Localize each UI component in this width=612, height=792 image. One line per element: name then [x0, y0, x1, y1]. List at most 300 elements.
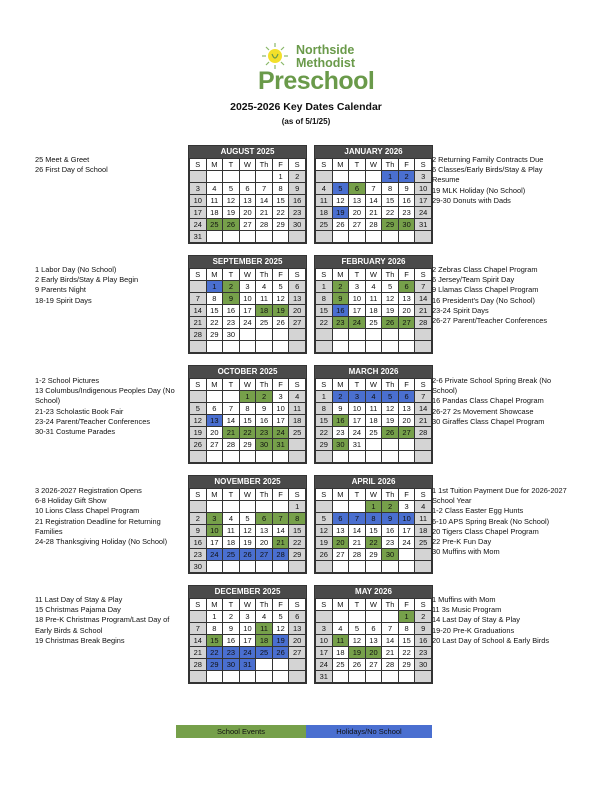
- week-row: [316, 281, 432, 293]
- day-of-week-header: F: [272, 599, 289, 611]
- day-of-week-header: W: [239, 379, 256, 391]
- day-of-week-header: F: [272, 269, 289, 281]
- day-cell: 27: [289, 647, 306, 659]
- day-cell: 24: [349, 427, 366, 439]
- day-cell: 3: [272, 391, 289, 403]
- day-cell: 20: [398, 305, 415, 317]
- day-cell: 29: [365, 549, 382, 561]
- week-row: [190, 231, 306, 243]
- day-cell: 12: [272, 623, 289, 635]
- empty-cell: [398, 341, 415, 353]
- month-calendar: [188, 585, 307, 684]
- day-cell: 3: [349, 281, 366, 293]
- day-of-week-header: Th: [382, 379, 399, 391]
- day-cell: 1: [206, 611, 223, 623]
- day-cell: 7: [349, 513, 366, 525]
- empty-cell: [206, 451, 223, 463]
- week-row: [190, 207, 306, 219]
- empty-cell: [316, 171, 333, 183]
- day-cell: 8: [289, 513, 306, 525]
- day-of-week-header: T: [223, 489, 240, 501]
- day-cell: 19: [382, 415, 399, 427]
- day-cell: 24: [349, 317, 366, 329]
- week-row: [316, 391, 432, 403]
- day-cell: 11: [223, 525, 240, 537]
- day-cell: 5: [190, 403, 207, 415]
- day-of-week-header: S: [289, 379, 306, 391]
- day-cell: 26: [272, 317, 289, 329]
- month-calendar: [188, 255, 307, 354]
- empty-cell: [190, 391, 207, 403]
- legend-holidays: Holidays/No School: [306, 725, 432, 738]
- event-item: 19 Christmas Break Begins: [35, 635, 125, 645]
- day-cell: 2: [398, 171, 415, 183]
- day-cell: 13: [332, 525, 349, 537]
- day-of-week-header: S: [415, 379, 432, 391]
- day-cell: 30: [256, 439, 273, 451]
- day-cell: 19: [190, 427, 207, 439]
- empty-cell: [239, 171, 256, 183]
- empty-cell: [239, 561, 256, 573]
- week-row: [316, 207, 432, 219]
- week-row: [190, 439, 306, 451]
- logo-line-3: Preschool: [258, 67, 375, 95]
- week-row: [190, 611, 306, 623]
- day-cell: 7: [256, 183, 273, 195]
- day-cell: 22: [398, 647, 415, 659]
- empty-cell: [289, 561, 306, 573]
- day-cell: 18: [365, 305, 382, 317]
- day-cell: 29: [206, 659, 223, 671]
- empty-cell: [206, 171, 223, 183]
- event-item: 21-23 Scholastic Book Fair: [35, 406, 124, 416]
- day-cell: 11: [256, 293, 273, 305]
- empty-cell: [365, 341, 382, 353]
- day-cell: 30: [223, 329, 240, 341]
- day-cell: 18: [316, 207, 333, 219]
- day-cell: 25: [415, 537, 432, 549]
- empty-cell: [272, 561, 289, 573]
- day-of-week-header: S: [190, 269, 207, 281]
- day-cell: 18: [365, 415, 382, 427]
- day-cell: 18: [289, 415, 306, 427]
- day-cell: 21: [415, 415, 432, 427]
- empty-cell: [272, 231, 289, 243]
- empty-cell: [365, 451, 382, 463]
- day-cell: 7: [415, 281, 432, 293]
- month-calendar: [314, 365, 433, 464]
- day-cell: 28: [365, 219, 382, 231]
- day-cell: 16: [289, 195, 306, 207]
- event-item: 2 Returning Family Contracts Due: [432, 155, 544, 164]
- day-of-week-header: M: [206, 489, 223, 501]
- day-cell: 1: [382, 171, 399, 183]
- logo-line-2: Methodist: [296, 56, 356, 70]
- empty-cell: [239, 329, 256, 341]
- day-cell: 12: [223, 195, 240, 207]
- page-subtitle: (as of 5/1/25): [281, 117, 331, 126]
- day-cell: 10: [349, 403, 366, 415]
- day-cell: 1: [316, 391, 333, 403]
- day-cell: 16: [223, 305, 240, 317]
- empty-cell: [272, 329, 289, 341]
- event-item: 18 Pre-K Christmas Program/Last Day of Early Birds & School: [35, 615, 170, 635]
- day-of-week-header: M: [332, 489, 349, 501]
- event-item: 16 President’s Day (No School): [432, 295, 535, 305]
- empty-cell: [349, 329, 366, 341]
- day-cell: 2: [190, 513, 207, 525]
- day-cell: 24: [272, 427, 289, 439]
- week-row: [316, 659, 432, 671]
- events-list-left: [35, 265, 185, 306]
- day-cell: 29: [382, 219, 399, 231]
- empty-cell: [415, 341, 432, 353]
- day-of-week-header: M: [206, 379, 223, 391]
- day-cell: 14: [415, 293, 432, 305]
- month-calendar: [188, 145, 307, 244]
- day-cell: 15: [206, 305, 223, 317]
- empty-cell: [256, 501, 273, 513]
- event-item: 25 Meet & Greet: [35, 155, 90, 164]
- empty-cell: [239, 231, 256, 243]
- day-cell: 13: [206, 415, 223, 427]
- day-cell: 30: [398, 219, 415, 231]
- day-cell: 16: [415, 635, 432, 647]
- day-cell: 28: [190, 329, 207, 341]
- day-cell: 26: [349, 659, 366, 671]
- day-cell: 30: [415, 659, 432, 671]
- day-cell: 20: [256, 537, 273, 549]
- day-cell: 6: [256, 513, 273, 525]
- day-cell: 27: [289, 317, 306, 329]
- events-list-right: [432, 486, 567, 557]
- day-cell: 23: [256, 427, 273, 439]
- day-cell: 17: [206, 537, 223, 549]
- day-cell: 17: [316, 647, 333, 659]
- day-cell: 4: [206, 183, 223, 195]
- day-cell: 6: [365, 623, 382, 635]
- day-of-week-header: F: [272, 159, 289, 171]
- day-cell: 17: [398, 525, 415, 537]
- empty-cell: [365, 329, 382, 341]
- week-row: [316, 305, 432, 317]
- day-cell: 27: [206, 439, 223, 451]
- day-cell: 20: [332, 537, 349, 549]
- day-of-week-header: M: [332, 379, 349, 391]
- month-header: AUGUST 2025: [189, 146, 306, 158]
- day-of-week-header: S: [190, 379, 207, 391]
- day-cell: 18: [223, 537, 240, 549]
- day-cell: 22: [239, 427, 256, 439]
- event-item: 16 Pandas Class Chapel Program: [432, 396, 544, 406]
- day-cell: 5: [272, 611, 289, 623]
- day-cell: 31: [349, 439, 366, 451]
- day-of-week-header: S: [415, 159, 432, 171]
- events-list-left: [35, 486, 185, 547]
- day-cell: 4: [415, 501, 432, 513]
- week-row: [190, 415, 306, 427]
- event-item: 23-24 Spirit Days: [432, 305, 489, 315]
- day-cell: 29: [272, 219, 289, 231]
- event-item: 2 Early Birds/Stay & Play Begin: [35, 275, 139, 285]
- empty-cell: [272, 501, 289, 513]
- day-cell: 25: [316, 219, 333, 231]
- day-of-week-header: W: [365, 159, 382, 171]
- day-cell: 9: [223, 293, 240, 305]
- day-cell: 19: [349, 647, 366, 659]
- day-cell: 3: [190, 183, 207, 195]
- day-cell: 2: [332, 391, 349, 403]
- day-cell: 11: [206, 195, 223, 207]
- day-cell: 11: [365, 293, 382, 305]
- day-cell: 6: [349, 183, 366, 195]
- day-cell: 16: [382, 525, 399, 537]
- empty-cell: [239, 501, 256, 513]
- events-list-right: [432, 155, 567, 206]
- day-of-week-header: W: [365, 379, 382, 391]
- day-cell: 3: [239, 281, 256, 293]
- week-row: [316, 647, 432, 659]
- empty-cell: [190, 501, 207, 513]
- day-cell: 8: [398, 623, 415, 635]
- week-row: [316, 611, 432, 623]
- day-cell: 27: [398, 317, 415, 329]
- day-cell: 22: [289, 537, 306, 549]
- day-cell: 24: [190, 219, 207, 231]
- day-of-week-header: Th: [382, 159, 399, 171]
- day-cell: 30: [332, 439, 349, 451]
- day-cell: 5: [332, 183, 349, 195]
- day-cell: 16: [332, 305, 349, 317]
- day-of-week-header: S: [289, 489, 306, 501]
- day-cell: 17: [239, 635, 256, 647]
- day-cell: 9: [190, 525, 207, 537]
- empty-cell: [415, 439, 432, 451]
- day-of-week-header: S: [316, 269, 333, 281]
- month-header: MAY 2026: [315, 586, 432, 598]
- week-row: [190, 391, 306, 403]
- day-cell: 14: [415, 403, 432, 415]
- week-row: [190, 171, 306, 183]
- empty-cell: [256, 451, 273, 463]
- day-of-week-header: S: [289, 159, 306, 171]
- day-cell: 2: [289, 171, 306, 183]
- day-of-week-header: W: [239, 489, 256, 501]
- day-cell: 13: [289, 293, 306, 305]
- month-calendar: [314, 475, 433, 574]
- day-of-week-header: S: [289, 269, 306, 281]
- day-cell: 28: [415, 317, 432, 329]
- empty-cell: [365, 439, 382, 451]
- day-cell: 25: [223, 549, 240, 561]
- events-list-left: [35, 376, 185, 437]
- day-cell: 21: [349, 537, 366, 549]
- event-item: 26-27 2s Movement Showcase: [432, 406, 534, 416]
- day-cell: 12: [190, 415, 207, 427]
- day-cell: 20: [365, 647, 382, 659]
- day-cell: 17: [190, 207, 207, 219]
- month-header: OCTOBER 2025: [189, 366, 306, 378]
- day-cell: 15: [272, 195, 289, 207]
- day-cell: 3: [206, 513, 223, 525]
- legend-school-events: School Events: [176, 725, 306, 738]
- day-cell: 21: [190, 317, 207, 329]
- day-of-week-header: F: [398, 599, 415, 611]
- event-item: 1 1st Tuition Payment Due for 2026-2027 School Year: [432, 486, 567, 506]
- day-cell: 30: [382, 549, 399, 561]
- day-cell: 17: [272, 415, 289, 427]
- day-cell: 10: [190, 195, 207, 207]
- empty-cell: [415, 671, 432, 683]
- day-of-week-header: M: [332, 159, 349, 171]
- day-cell: 2: [256, 391, 273, 403]
- day-cell: 16: [190, 537, 207, 549]
- week-row: [190, 305, 306, 317]
- month-calendar: [188, 365, 307, 464]
- day-cell: 10: [206, 525, 223, 537]
- day-cell: 9: [223, 623, 240, 635]
- empty-cell: [239, 341, 256, 353]
- day-cell: 15: [316, 415, 333, 427]
- empty-cell: [190, 341, 207, 353]
- day-of-week-header: W: [365, 269, 382, 281]
- empty-cell: [223, 341, 240, 353]
- empty-cell: [256, 231, 273, 243]
- day-cell: 20: [206, 427, 223, 439]
- day-cell: 19: [223, 207, 240, 219]
- day-of-week-header: T: [349, 159, 366, 171]
- day-cell: 16: [256, 415, 273, 427]
- empty-cell: [382, 439, 399, 451]
- day-cell: 15: [316, 305, 333, 317]
- day-cell: 14: [349, 525, 366, 537]
- day-cell: 6: [398, 391, 415, 403]
- event-item: 30 Giraffes Class Chapel Program: [432, 416, 545, 426]
- day-cell: 20: [398, 415, 415, 427]
- empty-cell: [398, 549, 415, 561]
- month-header: DECEMBER 2025: [189, 586, 306, 598]
- day-cell: 20: [289, 635, 306, 647]
- day-cell: 25: [289, 427, 306, 439]
- empty-cell: [190, 281, 207, 293]
- event-item: 26 First Day of School: [35, 165, 108, 175]
- day-cell: 31: [239, 659, 256, 671]
- day-cell: 5: [349, 623, 366, 635]
- event-item: 11 Last Day of Stay & Play: [35, 595, 123, 604]
- day-cell: 19: [239, 537, 256, 549]
- empty-cell: [349, 231, 366, 243]
- day-cell: 19: [316, 537, 333, 549]
- week-row: [316, 415, 432, 427]
- week-row: [316, 501, 432, 513]
- empty-cell: [316, 451, 333, 463]
- empty-cell: [382, 329, 399, 341]
- week-row: [190, 647, 306, 659]
- event-item: 6-8 Holiday Gift Show: [35, 496, 107, 506]
- day-cell: 6: [289, 611, 306, 623]
- week-row: [316, 183, 432, 195]
- week-row: [316, 451, 432, 463]
- empty-cell: [256, 171, 273, 183]
- day-cell: 7: [190, 623, 207, 635]
- day-cell: 18: [332, 647, 349, 659]
- empty-cell: [239, 451, 256, 463]
- day-cell: 4: [365, 391, 382, 403]
- week-row: [316, 403, 432, 415]
- day-cell: 14: [190, 305, 207, 317]
- day-cell: 29: [398, 659, 415, 671]
- day-cell: 24: [239, 317, 256, 329]
- day-cell: 8: [206, 293, 223, 305]
- day-cell: 13: [289, 623, 306, 635]
- day-cell: 12: [382, 293, 399, 305]
- day-cell: 15: [239, 415, 256, 427]
- day-cell: 26: [382, 427, 399, 439]
- week-row: [316, 671, 432, 683]
- empty-cell: [349, 611, 366, 623]
- day-cell: 5: [382, 391, 399, 403]
- empty-cell: [272, 659, 289, 671]
- day-cell: 22: [316, 317, 333, 329]
- day-cell: 3: [398, 501, 415, 513]
- empty-cell: [316, 329, 333, 341]
- event-item: 10 Lions Class Chapel Program: [35, 506, 140, 516]
- day-cell: 2: [415, 611, 432, 623]
- month-header: SEPTEMBER 2025: [189, 256, 306, 268]
- day-of-week-header: Th: [256, 379, 273, 391]
- event-item: 30-31 Costume Parades: [35, 427, 116, 437]
- day-cell: 16: [332, 415, 349, 427]
- empty-cell: [239, 671, 256, 683]
- day-cell: 22: [316, 427, 333, 439]
- empty-cell: [206, 231, 223, 243]
- day-cell: 26: [190, 439, 207, 451]
- day-cell: 31: [272, 439, 289, 451]
- empty-cell: [365, 561, 382, 573]
- empty-cell: [206, 561, 223, 573]
- day-of-week-header: F: [272, 379, 289, 391]
- empty-cell: [365, 171, 382, 183]
- empty-cell: [223, 231, 240, 243]
- day-cell: 14: [382, 635, 399, 647]
- event-item: 9 Llamas Class Chapel Program: [432, 285, 539, 295]
- day-cell: 28: [382, 659, 399, 671]
- day-cell: 13: [349, 195, 366, 207]
- day-of-week-header: F: [398, 159, 415, 171]
- day-cell: 25: [332, 659, 349, 671]
- day-of-week-header: S: [316, 379, 333, 391]
- day-cell: 24: [316, 659, 333, 671]
- day-cell: 15: [398, 635, 415, 647]
- day-cell: 1: [289, 501, 306, 513]
- day-cell: 6: [398, 281, 415, 293]
- event-item: 1 Muffins with Mom: [432, 595, 496, 604]
- event-item: 19-20 Pre-K Graduations: [432, 625, 515, 635]
- empty-cell: [206, 671, 223, 683]
- day-cell: 7: [382, 623, 399, 635]
- day-cell: 12: [332, 195, 349, 207]
- day-cell: 27: [239, 219, 256, 231]
- day-cell: 28: [349, 549, 366, 561]
- week-row: [316, 231, 432, 243]
- empty-cell: [316, 561, 333, 573]
- day-cell: 25: [256, 647, 273, 659]
- empty-cell: [289, 439, 306, 451]
- logo-line-1: Northside: [296, 43, 355, 57]
- day-cell: 24: [206, 549, 223, 561]
- day-cell: 17: [415, 195, 432, 207]
- day-of-week-header: S: [415, 269, 432, 281]
